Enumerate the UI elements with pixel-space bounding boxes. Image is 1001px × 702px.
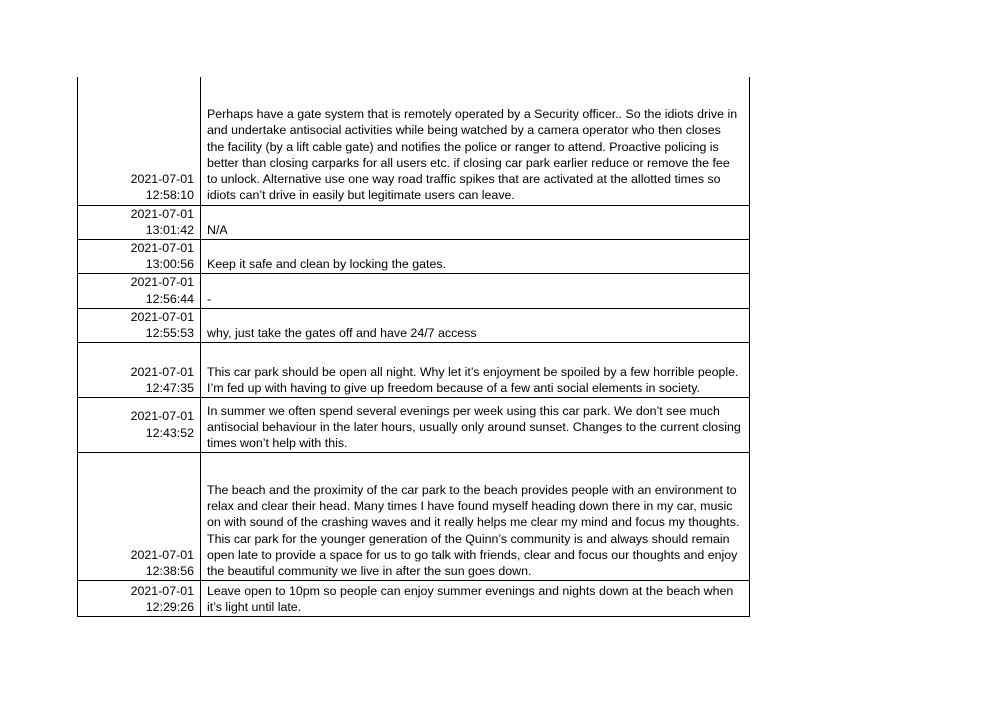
timestamp-cell: [78, 77, 201, 205]
response-text-cell: [201, 205, 750, 239]
response-text-cell: [201, 239, 750, 273]
responses-table-container: [77, 77, 741, 617]
response-date: 2021-07-01: [130, 583, 194, 598]
timestamp-cell: [78, 274, 201, 308]
response-text-cell: [201, 308, 750, 342]
responses-table: [77, 77, 750, 617]
table-row: [78, 274, 750, 308]
response-text-line: the beautiful community we live in after the sun goes down.: [207, 563, 532, 578]
table-row: [78, 398, 750, 453]
response-text-line: better than closing carparks for all users etc. if closing car park earlier reduce or remove the fee: [207, 155, 730, 170]
response-text-cell: [201, 343, 750, 398]
response-text-cell: [201, 398, 750, 453]
response-text-cell: [201, 274, 750, 308]
table-row: [78, 239, 750, 273]
response-date: 2021-07-01: [130, 172, 194, 187]
response-time: 12:29:26: [145, 599, 194, 614]
response-time: 12:38:56: [145, 563, 194, 578]
response-text-line: antisocial behaviour in the later hours, usually only around sunset. Changes to the current closing: [207, 419, 741, 434]
response-text-line: the facility (by a lift cable gate) and notifies the police or ranger to attend. Proactive policing is: [207, 139, 719, 154]
response-date: 2021-07-01: [130, 364, 194, 379]
response-time: 12:43:52: [145, 425, 194, 440]
response-text-line: This car park for the younger generation of the Quinn’s community is and always should remain: [207, 531, 730, 546]
timestamp-cell: [78, 205, 201, 239]
response-text-line: Perhaps have a gate system that is remotely operated by a Security officer.. So the idiots drive in: [207, 107, 738, 122]
response-text-cell: [201, 77, 750, 205]
table-row: [78, 205, 750, 239]
response-text-cell: [201, 581, 750, 617]
timestamp-cell: [78, 581, 201, 617]
response-time: 12:56:44: [145, 291, 194, 306]
response-text-line: to unlock. Alternative use one way road traffic spikes that are activated at the allotted times so: [207, 172, 721, 187]
response-time: 12:55:53: [145, 325, 194, 340]
response-date: 2021-07-01: [130, 409, 194, 424]
table-row: [78, 343, 750, 398]
response-date: 2021-07-01: [130, 309, 194, 324]
response-text-line: on with sound of the crashing waves and it really helps me clear my mind and focus my thoughts.: [207, 515, 740, 530]
response-text-line: why, just take the gates off and have 24/7 access: [207, 325, 477, 340]
timestamp-cell: [78, 343, 201, 398]
response-date: 2021-07-01: [130, 275, 194, 290]
response-text-line: and undertake antisocial activities while being watched by a camera operator who then closes: [207, 123, 721, 138]
response-text-line: open late to provide a space for us to go talk with friends, clear and focus our thoughts and enjoy: [207, 547, 738, 562]
response-time: 12:58:10: [145, 188, 194, 203]
response-text-line: relax and clear their head. Many times I have found myself heading down there in my car, music: [207, 499, 733, 514]
response-text-line: times won’t help with this.: [207, 435, 348, 450]
response-text-line: -: [207, 291, 212, 306]
timestamp-cell: [78, 453, 201, 581]
table-row: [78, 453, 750, 581]
response-time: 13:01:42: [145, 222, 194, 237]
response-text-line: The beach and the proximity of the car park to the beach provides people with an environment to: [207, 482, 737, 497]
response-text-line: This car park should be open all night. Why let it’s enjoyment be spoiled by a few horrible people.: [207, 364, 739, 379]
response-text-line: N/A: [207, 222, 228, 237]
response-date: 2021-07-01: [130, 547, 194, 562]
response-text-line: idiots can’t drive in easily but legitimate users can leave.: [207, 188, 515, 203]
table-row: [78, 308, 750, 342]
response-text-line: In summer we often spend several evenings per week using this car park. We don’t see much: [207, 403, 720, 418]
table-row: [78, 77, 750, 205]
response-time: 13:00:56: [145, 257, 194, 272]
response-text-line: Keep it safe and clean by locking the gates.: [207, 257, 447, 272]
timestamp-cell: [78, 239, 201, 273]
table-row: [78, 581, 750, 617]
response-time: 12:47:35: [145, 380, 194, 395]
response-text-line: it’s light until late.: [207, 599, 302, 614]
response-date: 2021-07-01: [130, 240, 194, 255]
response-text-line: I’m fed up with having to give up freedom because of a few anti social elements in society.: [207, 380, 700, 395]
response-text-cell: [201, 453, 750, 581]
response-text-line: Leave open to 10pm so people can enjoy summer evenings and nights down at the beach when: [207, 583, 734, 598]
timestamp-cell: [78, 308, 201, 342]
response-date: 2021-07-01: [130, 206, 194, 221]
timestamp-cell: [78, 398, 201, 453]
